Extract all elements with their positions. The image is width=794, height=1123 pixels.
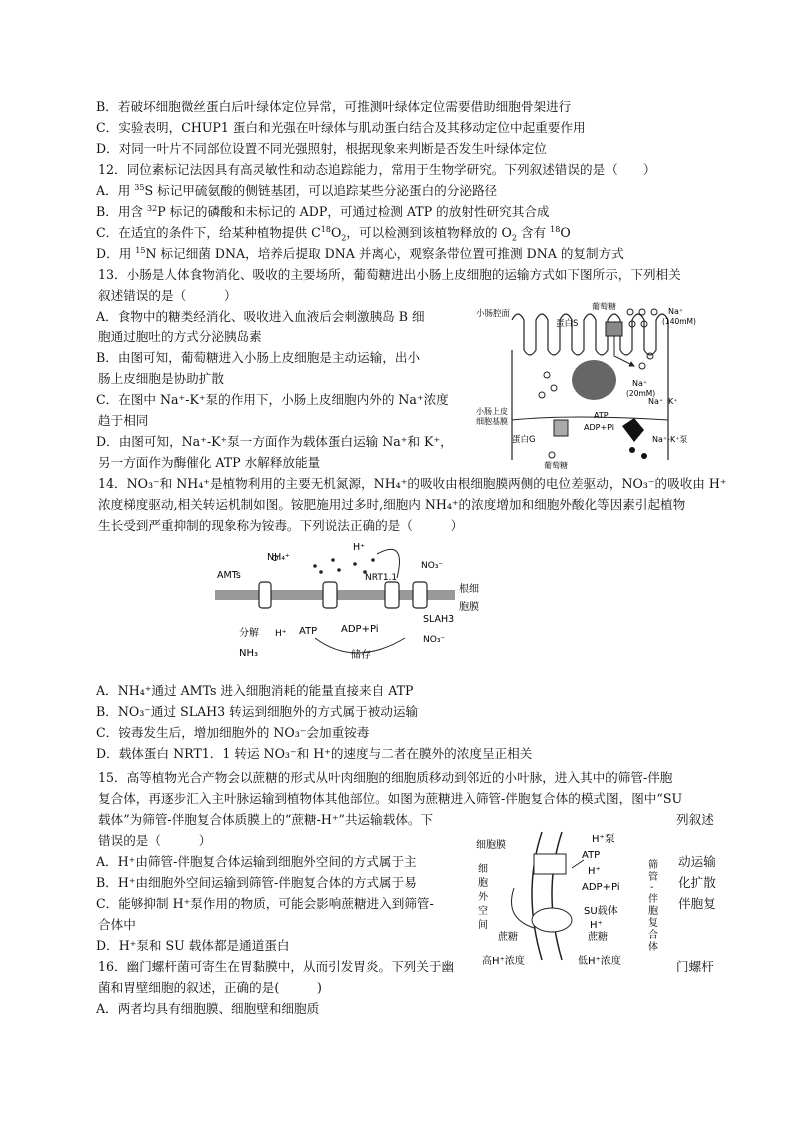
sucrose-right-label: 蔗糖 (588, 932, 608, 943)
h-plus-2-label: H⁺ (275, 629, 287, 639)
q13-option-a-line1: A．食物中的糖类经消化、吸收进入血液后会刺激胰岛 B 细 (96, 309, 425, 324)
q15-stem-line3a: 载体”为筛管-伴胞复合体质膜上的“蔗糖-H⁺”共运输载体。下 (98, 812, 434, 827)
h-2-label: H⁺ (590, 920, 603, 931)
no3-top-label: NO₃⁻ (421, 561, 444, 571)
svg-text:-: - (650, 882, 654, 893)
na-in-conc-label: (20mM) (626, 389, 656, 398)
su-carrier-icon (532, 908, 572, 932)
q13-option-b-line2: 肠上皮细胞是协助扩散 (98, 371, 224, 386)
epithelial-label-2: 细胞基膜 (476, 417, 508, 426)
glucose-top-label: 葡萄糖 (592, 302, 616, 311)
q15-option-c-line2: 合体中 (98, 917, 136, 932)
q13-option-d-line2: 另一方面作为酶催化 ATP 水解释放能量 (98, 455, 321, 470)
svg-text:外: 外 (478, 892, 488, 903)
na-out-conc-label: (140mM) (662, 317, 696, 326)
sucrose-left-label: 蔗糖 (498, 932, 518, 943)
adp-label: ADP+Pi (584, 423, 615, 432)
basal-membrane (512, 417, 668, 420)
q12-option-a: A．用 $^{35}$S 标记甲硫氨酸的侧链基团，可以追踪某些分泌蛋白的分泌路径 (96, 182, 498, 198)
proton-pump-icon (534, 854, 566, 874)
h-plus-label: H⁺ (353, 542, 366, 553)
q15-option-d: D．H⁺泵和 SU 载体都是通道蛋白 (96, 938, 290, 953)
q16-option-a: A．两者均具有细胞膜、细胞壁和细胞质 (96, 1001, 320, 1016)
nh3-label: NH₃ (239, 648, 259, 659)
cell-membrane-shape (532, 832, 562, 960)
q15-stem-line3b: 列叙述 (676, 812, 714, 827)
svg-text:筛: 筛 (648, 860, 658, 871)
k-label: K⁺ (668, 397, 678, 406)
svg-text:体: 体 (648, 942, 658, 953)
root-membrane-figure (215, 538, 495, 672)
nh4-label: NH₄⁺ (267, 552, 291, 563)
q16-stem-line1a: 16．幽门螺杆菌可寄生在胃黏膜中，从而引发胃炎。下列关于幽 (98, 959, 455, 974)
q16-stem-line1b: 门螺杆 (676, 959, 714, 974)
q14-option-d: D．载体蛋白 NRT1．1 转运 NO₃⁻和 H⁺的速度与二者在膜外的浓度呈正相关 (96, 746, 533, 761)
pump-label: Na⁺-K⁺泵 (652, 435, 688, 444)
svg-text:细: 细 (478, 864, 488, 875)
q14-option-b: B．NO₃⁻通过 SLAH3 转运到细胞外的方式属于被动运输 (96, 704, 419, 719)
q11-option-c: C．实验表明，CHUP1 蛋白和光强在叶绿体与肌动蛋白结合及其移动定位中起重要作用 (96, 120, 586, 135)
microvilli-membrane (512, 314, 668, 355)
q15-stem-line1: 15．高等植物光合产物会以蔗糖的形式从叶肉细胞的细胞质移动到邻近的小叶脉，进入其中的筛管-伴胞 (98, 770, 673, 785)
svg-text:管: 管 (648, 872, 658, 883)
atp-pump (323, 582, 337, 608)
nrt-transporter (385, 582, 399, 608)
q14-stem-line3: 生长受到严重抑制的现象称为铵毒。下列说法正确的是（ ） (98, 518, 464, 533)
svg-text:间: 间 (478, 920, 488, 931)
q15-stem-line4: 错误的是（ ） (98, 833, 212, 848)
q12-stem: 12．同位素标记法因具有高灵敏性和动态追踪能力，常用于生物学研究。下列叙述错误的是（ ） (98, 162, 656, 177)
q14-option-c: C．铵毒发生后，增加细胞外的 NO₃⁻会加重铵毒 (96, 725, 370, 740)
sieve-tube-figure (472, 828, 672, 970)
svg-text:合: 合 (648, 930, 658, 941)
protein-g-label: 蛋白G (512, 435, 536, 445)
slah3-transporter (413, 582, 427, 608)
atp-label: ATP (582, 850, 601, 861)
q13-option-c-line2: 趋于相同 (98, 413, 149, 428)
glucose-bottom-label: 葡萄糖 (544, 461, 568, 470)
intestinal-cell-figure (472, 300, 717, 472)
su-label: SU载体 (584, 906, 618, 917)
q11-option-d: D．对同一叶片不同部位设置不同光强照射，根据现象来判断是否发生叶绿体定位 (96, 141, 547, 156)
q15-option-a-right: 动运输 (678, 854, 716, 869)
membrane-label: 细胞膜 (476, 840, 506, 851)
amts-transporter (259, 582, 271, 608)
extracellular-label (478, 863, 489, 931)
na-label: Na⁺ (648, 397, 664, 406)
svg-text:胞: 胞 (648, 906, 658, 917)
q12-option-d: D．用 $^{15}$N 标记细菌 DNA，培养后提取 DNA 并离心，观察条带位置可推测 DNA 的复制方式 (96, 245, 624, 261)
protein-s-icon (606, 322, 622, 336)
q13-stem-line1: 13．小肠是人体食物消化、吸收的主要场所，葡萄糖进出小肠上皮细胞的运输方式如下图所示，下列相关 (98, 267, 681, 282)
sodium-potassium-pump-icon (622, 418, 644, 442)
epithelial-label-1: 小肠上皮 (476, 407, 508, 416)
q13-option-a-line2: 胞通过胞吐的方式分泌胰岛素 (98, 329, 262, 344)
q13-option-b-line1: B．由图可知，葡萄糖进入小肠上皮细胞是主动运输，出小 (96, 350, 421, 365)
na-out-label: Na⁺ (668, 307, 684, 316)
decomposition-label: 分解 (239, 628, 259, 639)
slah3-label: SLAH3 (423, 614, 455, 625)
amts-label: AMTs (217, 570, 241, 581)
lumen-label: 小肠腔面 (476, 309, 511, 319)
q15-option-a-left: A．H⁺由筛管-伴胞复合体运输到细胞外空间的方式属于主 (96, 854, 417, 869)
atp-label: ATP (594, 411, 609, 420)
protein-g-icon (554, 420, 568, 436)
pump-label: H⁺泵 (592, 834, 615, 845)
q15-option-c-left: C．能够抑制 H⁺泵作用的物质，可能会影响蔗糖进入到筛管- (96, 896, 434, 911)
q12-option-b: B．用含 $^{32}$P 标记的磷酸和未标记的 ADP，可通过检测 ATP 的放射性研究其合成 (96, 203, 550, 219)
q12-option-c: C．在适宜的条件下，给某种植物提供 $C^{18}O_2$，可以检测到该植物释放的 $O_2$ 含有 $^{18}$O (96, 224, 571, 243)
q13-option-c-line1: C．在图中 Na⁺-K⁺泵的作用下，小肠上皮细胞内外的 Na⁺浓度 (96, 392, 449, 407)
q14-stem-line2: 浓度梯度驱动,相关转运机制如图。铵肥施用过多时,细胞内 NH₄⁺的浓度增加和细胞外酸化等因素引起植物 (98, 497, 686, 512)
q16-stem-line2: 菌和胃壁细胞的叙述，正确的是( ) (98, 980, 322, 995)
q15-stem-line2: 复合体，再逐步汇入主叶脉运输到植物体其他部位。如图为蔗糖进入筛管-伴胞复合体的模式图，图中“SU (98, 791, 683, 806)
nucleus (572, 360, 616, 400)
q15-option-b-left: B．H⁺由细胞外空间运输到筛管-伴胞复合体的方式属于易 (96, 875, 417, 890)
storage-label: 储存 (351, 650, 371, 661)
q15-option-c-right: 伴胞复 (678, 896, 716, 911)
no3-bottom-label: NO₃⁻ (423, 635, 446, 645)
nrt-label: NRT1.1 (365, 573, 398, 583)
svg-text:复: 复 (648, 918, 658, 929)
atp-label: ATP (299, 626, 318, 637)
membrane-label-2: 胞膜 (459, 602, 479, 613)
svg-text:胞: 胞 (478, 878, 488, 889)
adp-label: ADP+Pi (582, 882, 620, 893)
svg-text:伴: 伴 (648, 894, 658, 905)
q11-option-b: B．若破坏细胞微丝蛋白后叶绿体定位异常，可推测叶绿体定位需要借助细胞骨架进行 (96, 99, 572, 114)
complex-label (648, 858, 658, 953)
q13-stem-line2: 叙述错误的是（ ） (98, 288, 237, 303)
q14-stem-line1: 14．NO₃⁻和 NH₄⁺是植物利用的主要无机氮源，NH₄⁺的吸收由根细胞膜两侧的电位差驱动，NO₃⁻的吸收由 H⁺ (98, 476, 727, 491)
high-h-label: 高H⁺浓度 (482, 956, 525, 967)
q15-option-b-right: 化扩散 (678, 875, 716, 890)
svg-text:空: 空 (478, 906, 488, 917)
q14-option-a: A．NH₄⁺通过 AMTs 进入细胞消耗的能量直接来自 ATP (96, 683, 414, 698)
na-in-label: Na⁺ (632, 379, 648, 388)
q13-option-d-line1: D．由图可知，Na⁺-K⁺泵一方面作为载体蛋白运输 Na⁺和 K⁺， (96, 434, 453, 449)
membrane-label-1: 根细 (459, 584, 479, 595)
h-label: H⁺ (588, 866, 601, 877)
protein-s-label: 蛋白S (556, 319, 579, 329)
adp-label: ADP+Pi (341, 624, 379, 635)
low-h-label: 低H⁺浓度 (578, 956, 621, 967)
